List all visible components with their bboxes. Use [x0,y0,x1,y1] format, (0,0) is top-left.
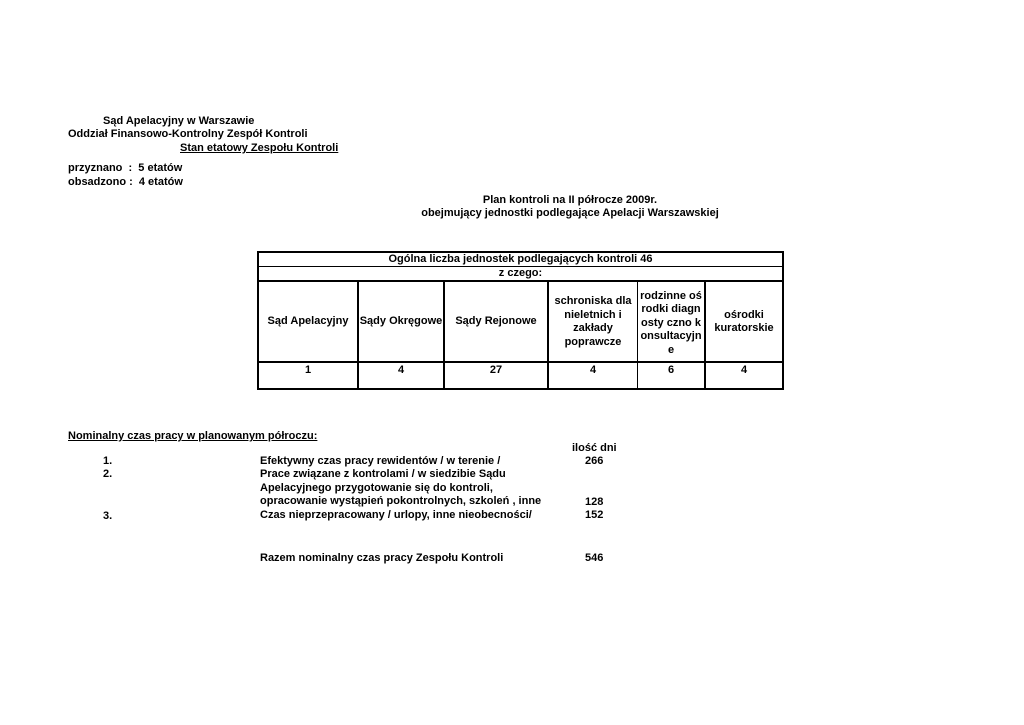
court-name: Sąd Apelacyjny w Warszawie [103,115,255,127]
col-header-regional-courts [359,281,445,363]
col-header-family-centers-label: rodzinne ośrodki diagnosty czno konsultacyjn e [640,289,702,356]
occupied-positions: obsadzono : 4 etatów [68,176,183,188]
col-header-appeal-court-label: Sąd Apelacyjny [267,315,349,328]
item-2-number: 2. [103,468,113,480]
value-district-courts: 27 [445,363,549,388]
of-which-label: z czego: [498,267,543,279]
value-regional-courts: 4 [359,363,445,388]
item-1-days: 266 [585,455,604,467]
value-juvenile-shelters: 4 [549,363,638,388]
plan-title: Plan kontroli na II półrocze 2009r. [482,194,658,206]
value-probation-centers: 4 [740,364,748,376]
col-header-district-courts [445,281,549,363]
item-2-label-line-3: opracowanie wystąpień pokontrolnych, szkoleń , inne [260,495,542,507]
plan-subtitle: obejmujący jednostki podlegające Apelacji Warszawskiej [421,207,719,219]
col-header-probation-centers-label: ośrodki kuratorskie [714,308,774,334]
total-units-label: Ogólna liczba jednostek podlegających kontroli 46 [388,253,653,265]
col-header-regional-courts-label: Sądy Okręgowe [359,315,443,328]
granted-positions: przyznano : 5 etatów [68,162,183,174]
item-3-label: Czas nieprzepracowany / urlopy, inne nieobecności/ [260,509,532,521]
item-1-label: Efektywny czas pracy rewidentów / w terenie / [260,455,501,467]
item-3-number: 3. [103,510,113,522]
col-header-juvenile-shelters-label: schroniska dla nieletnich i zakłady poprawcze [554,295,632,348]
days-header: ilość dni [572,442,617,454]
col-header-appeal-court [259,281,359,363]
item-2-label-line-1: Prace związane z kontrolami / w siedzibie Sądu [260,468,506,480]
total-worktime-days: 546 [585,552,604,564]
total-units-row [259,253,782,267]
total-worktime-label: Razem nominalny czas pracy Zespołu Kontroli [260,552,504,564]
units-table [257,251,784,390]
department-name: Oddział Finansowo-Kontrolny Zespół Kontroli [68,128,308,140]
col-header-family-centers [638,281,706,363]
col-header-district-courts-label: Sądy Rejonowe [455,315,537,328]
item-2-days: 128 [585,496,604,508]
item-3-days: 152 [585,509,604,521]
of-which-row [259,266,782,282]
item-2-label-line-2: Apelacyjnego przygotowanie się do kontroli, [260,482,493,494]
value-appeal-court: 1 [259,363,359,388]
item-1-number: 1. [103,455,113,467]
value-family-centers: 6 [638,363,706,388]
col-header-juvenile-shelters [549,281,638,363]
col-header-probation-centers [706,281,782,363]
staff-title: Stan etatowy Zespołu Kontroli [180,142,339,154]
worktime-title: Nominalny czas pracy w planowanym półroczu: [68,430,318,442]
